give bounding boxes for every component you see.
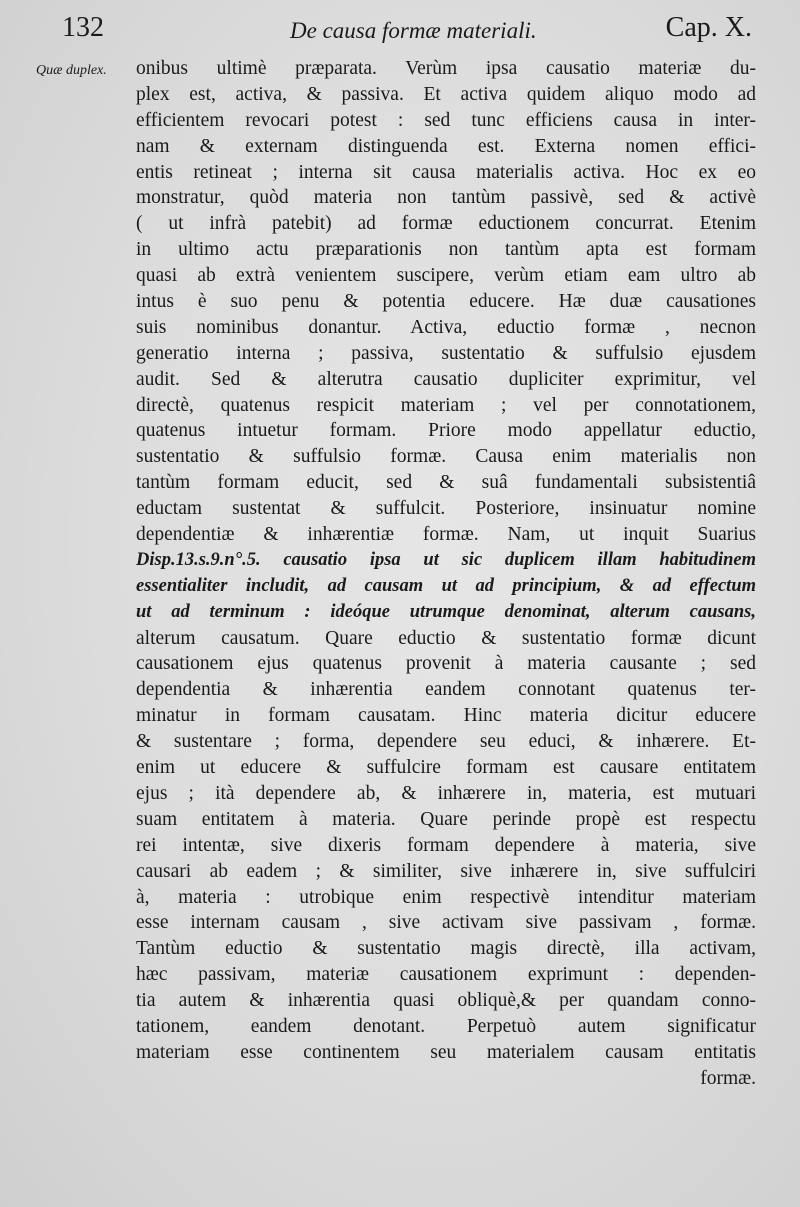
- text-line: sustentatio & suffulsio formæ. Causa enim materialis non: [136, 446, 756, 468]
- text-line: alterum causatum. Quare eductio & sustentatio formæ dicunt: [136, 627, 756, 649]
- text-line: minatur in formam causatam. Hinc materia dicitur educere: [136, 705, 756, 727]
- text-line: quasi ab extrà venientem suscipere, verùm etiam eam ultro ab: [136, 265, 756, 287]
- text-line: ( ut infrà patebit) ad formæ eductionem concurrat. Etenim: [136, 213, 756, 235]
- text-line: in ultimo actu præparationis non tantùm apta est formam: [136, 239, 756, 261]
- text-line: causationem ejus quatenus provenit à materia causante ; sed: [136, 653, 756, 675]
- text-line: intus è suo penu & potentia educere. Hæ duæ causationes: [136, 291, 756, 313]
- text-line: hæc passivam, materiæ causationem exprimunt : dependen-: [136, 964, 756, 986]
- text-line: à, materia : utrobique enim respectivè intenditur materiam: [136, 886, 756, 908]
- text-line: suam entitatem à materia. Quare perinde propè est respectu: [136, 808, 756, 830]
- text-line: ut ad terminum : ideóque utrumque denominat, alterum causans,: [136, 601, 756, 622]
- page-header: [62, 10, 752, 50]
- text-line: causari ab eadem ; & similiter, sive inhærere in, sive suffulciri: [136, 860, 756, 882]
- text-line: esse internam causam , sive activam sive passivam , formæ.: [136, 912, 756, 934]
- text-line: nam & externam distinguenda est. Externa nomen effici-: [136, 135, 756, 157]
- text-line: quatenus intuetur formam. Priore modo appellatur eductio,: [136, 420, 756, 442]
- text-line: directè, quatenus respicit materiam ; vel per connotationem,: [136, 394, 756, 416]
- text-line: onibus ultimè præparata. Verùm ipsa causatio materiæ du-: [136, 58, 756, 79]
- text-line: generatio interna ; passiva, sustentatio & suffulsio ejusdem: [136, 342, 756, 364]
- marginal-note: Quæ duplex.: [36, 63, 107, 78]
- text-line: dependentia & inhærentia eandem connotant quatenus ter-: [136, 679, 756, 701]
- text-line: Disp.13.s.9.n°.5. causatio ipsa ut sic duplicem illam habitudinem: [136, 549, 756, 570]
- text-line: essentialiter includit, ad causam ut ad principium, & ad effectum: [136, 575, 756, 596]
- chapter-label: Cap. X.: [665, 12, 752, 43]
- text-line: materiam esse continentem seu materialem causam entitatis: [136, 1041, 756, 1063]
- text-line: efficientem revocari potest : sed tunc efficiens causa in inter-: [136, 109, 756, 131]
- running-title: De causa formæ materiali.: [290, 18, 537, 43]
- text-line: plex est, activa, & passiva. Et activa quidem aliquo modo ad: [136, 83, 756, 105]
- text-line: & sustentare ; forma, dependere seu educi, & inhærere. Et-: [136, 731, 756, 753]
- text-line: monstratur, quòd materia non tantùm passivè, sed & activè: [136, 187, 756, 209]
- text-line: enim ut educere & suffulcire formam est causare entitatem: [136, 757, 756, 779]
- page-number: 132: [62, 12, 104, 43]
- text-line: suis nominibus donantur. Activa, eductio formæ , necnon: [136, 316, 756, 338]
- text-line: tia autem & inhærentia quasi obliquè,& per quandam conno-: [136, 990, 756, 1012]
- text-line: eductam sustentat & suffulcit. Posteriore, insinuatur nomine: [136, 498, 756, 520]
- text-line: entis retineat ; interna sit causa materialis activa. Hoc ex eo: [136, 161, 756, 183]
- text-line: dependentiæ & inhærentiæ formæ. Nam, ut inquit Suarius: [136, 524, 756, 546]
- text-line-final: formæ.: [700, 1067, 756, 1089]
- text-line: tationem, eandem denotant. Perpetuò autem significatur: [136, 1015, 756, 1037]
- text-line: ejus ; ità dependere ab, & inhærere in, materia, est mutuari: [136, 782, 756, 804]
- body-text: [136, 56, 756, 1092]
- text-line: Tantùm eductio & sustentatio magis directè, illa activam,: [136, 938, 756, 960]
- text-line: tantùm formam educit, sed & suâ fundamentali subsistentiâ: [136, 472, 756, 494]
- text-line: rei intentæ, sive dixeris formam dependere à materia, sive: [136, 834, 756, 856]
- text-line: audit. Sed & alterutra causatio dupliciter exprimitur, vel: [136, 368, 756, 390]
